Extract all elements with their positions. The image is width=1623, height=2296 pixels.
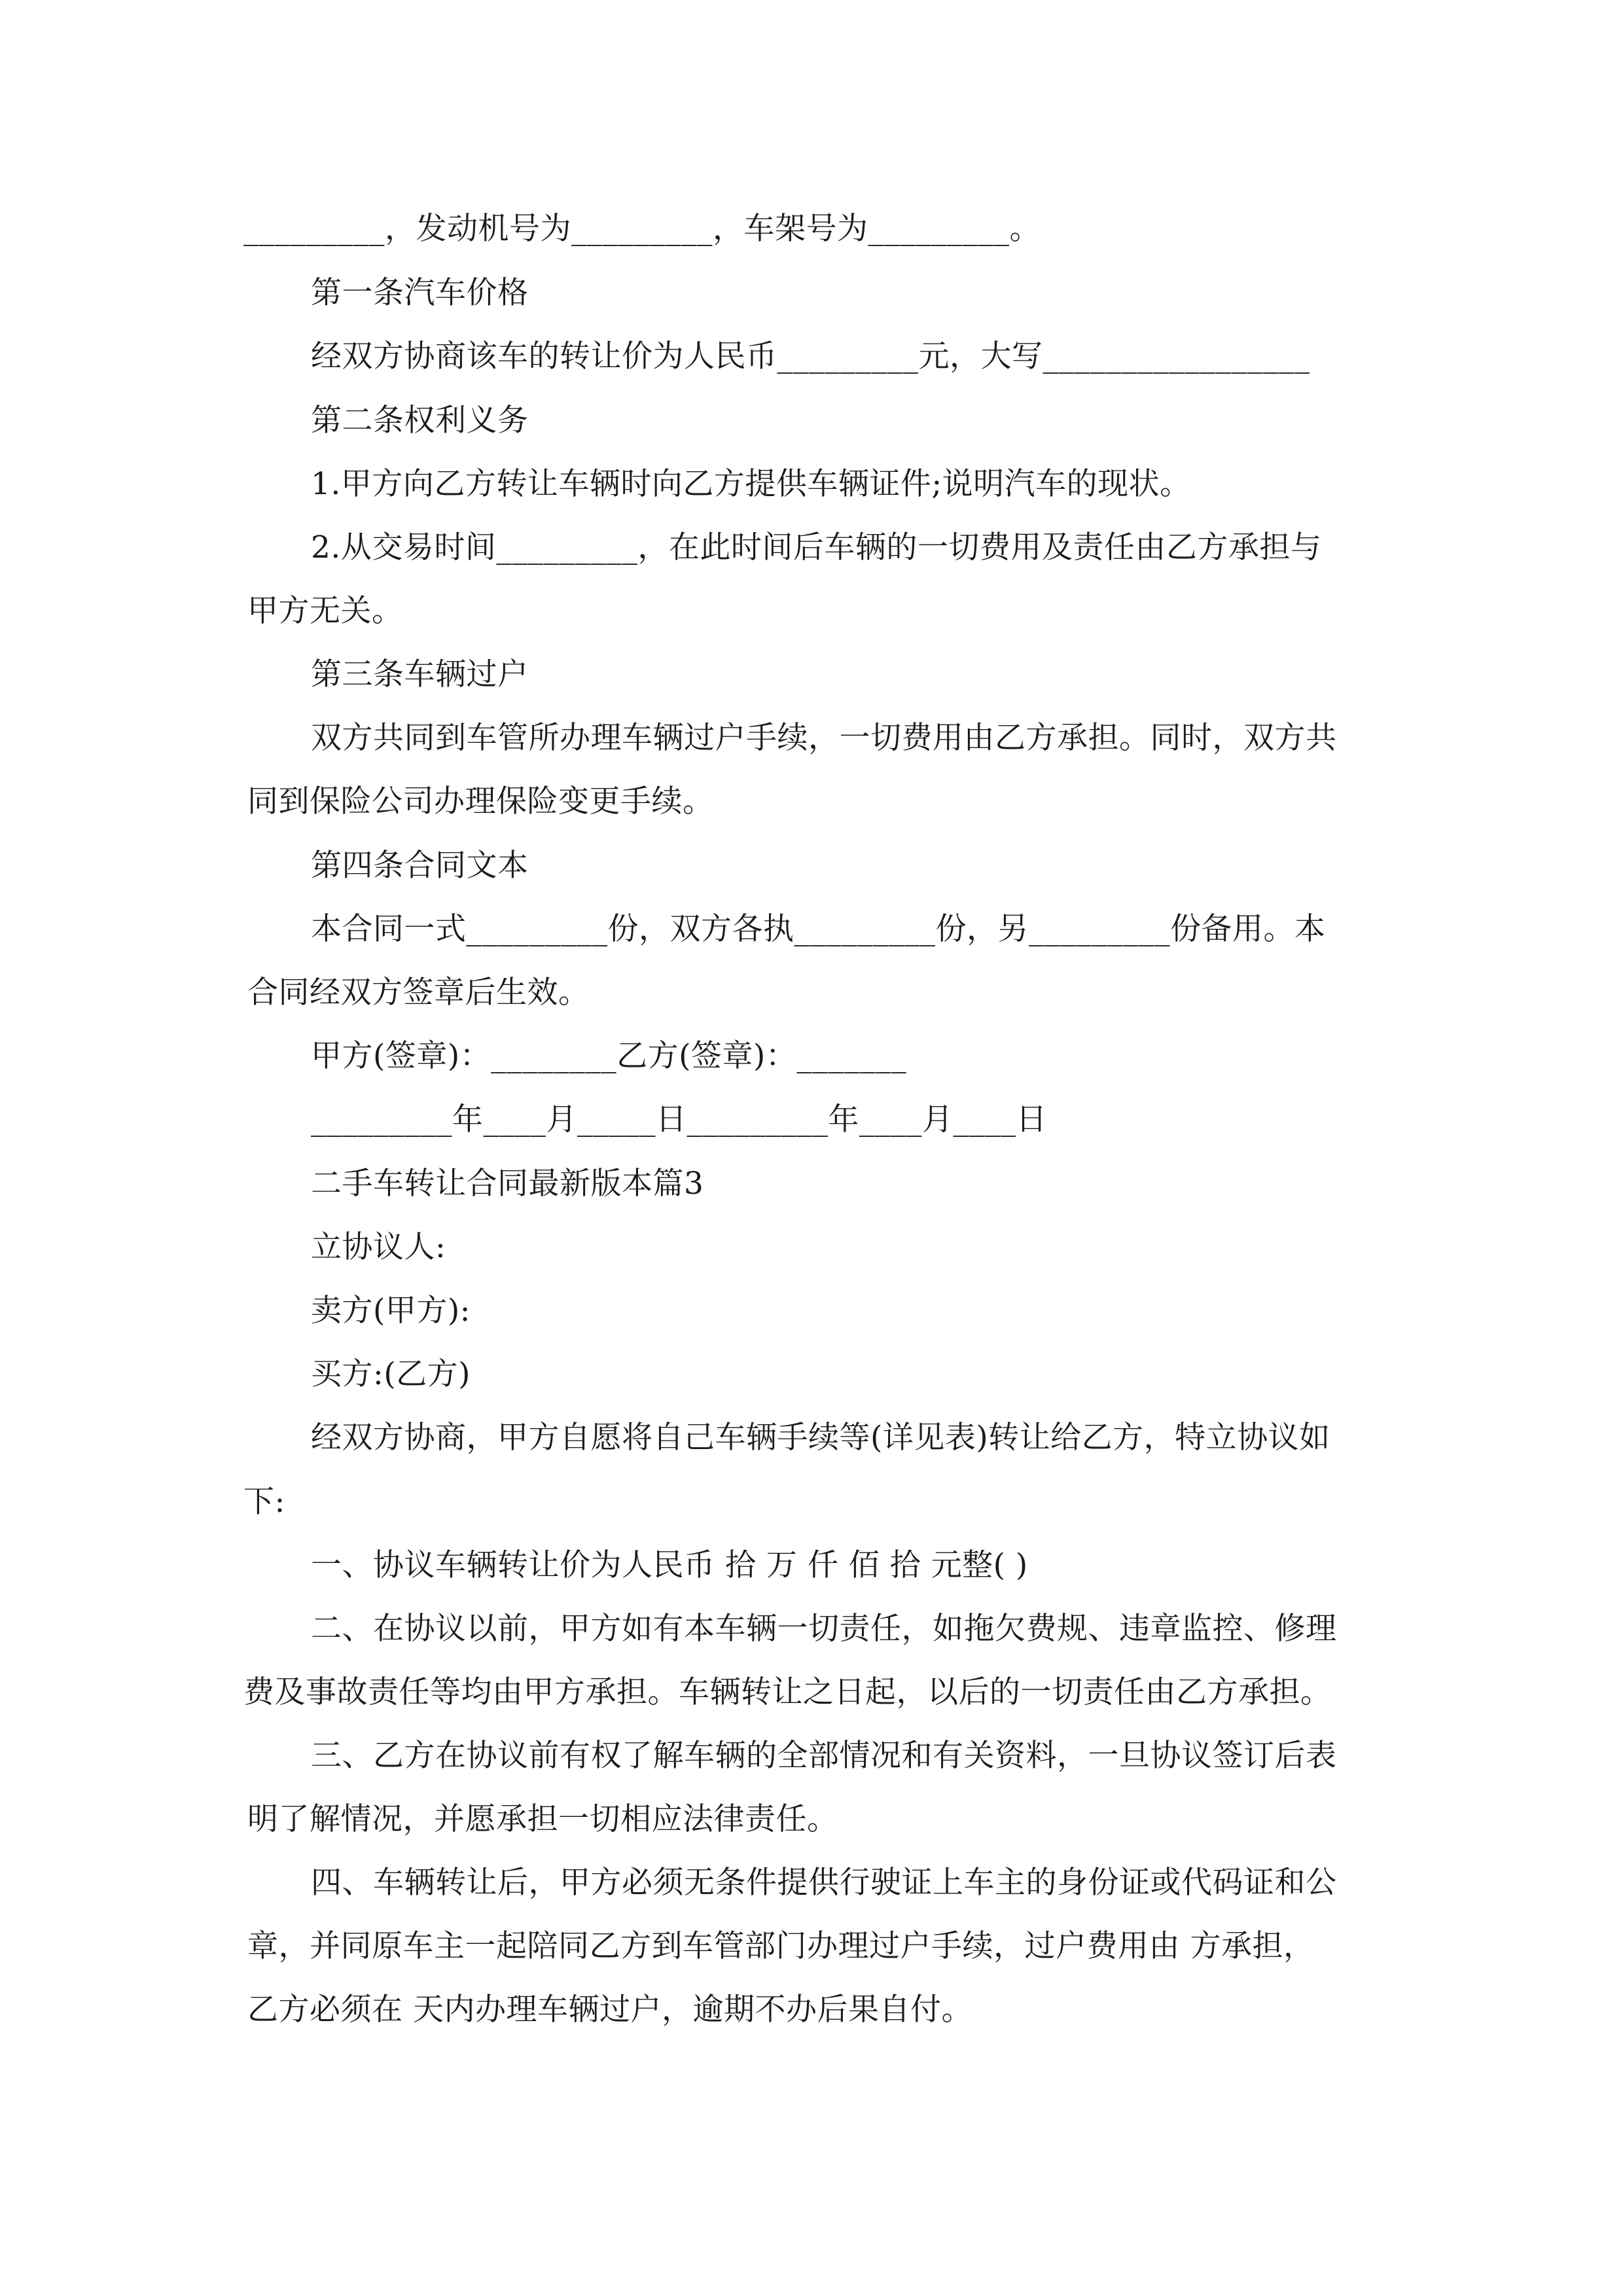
date-line: _________年____月_____日_________年____月____日 [311, 1102, 1047, 1138]
text-line-18: 卖方(甲方): [311, 1293, 471, 1329]
article-3-heading: 第三条车辆过户 [311, 656, 529, 692]
text-line-17: 立协议人: [311, 1229, 446, 1265]
text-line-23: 二、在协议以前，甲方如有本车辆一切责任，如拖欠费规、违章监控、修理 [311, 1611, 1337, 1647]
text-line-26: 明了解情况，并愿承担一切相应法律责任。 [247, 1801, 838, 1837]
article-1-heading: 第一条汽车价格 [311, 275, 529, 311]
text-line-12: 本合同一式_________份，双方各执_________份，另_________份备用。本 [311, 911, 1326, 947]
section-3-title: 二手车转让合同最新版本篇3 [311, 1166, 704, 1202]
text-line-29: 乙方必须在 天内办理车辆过户，逾期不办后果自付。 [247, 1992, 972, 2028]
text-line-3: 经双方协商该车的转让价为人民币_________元，大写_________________ [311, 338, 1310, 374]
text-line-9: 双方共同到车管所办理车辆过户手续，一切费用由乙方承担。同时，双方共 [311, 720, 1337, 756]
text-line-13: 合同经双方签章后生效。 [247, 975, 590, 1011]
text-line-10: 同到保险公司办理保险变更手续。 [247, 783, 714, 819]
text-line-27: 四、车辆转让后，甲方必须无条件提供行驶证上车主的身份证或代码证和公 [311, 1865, 1337, 1901]
text-line-22: 一、协议车辆转让价为人民币 拾 万 仟 佰 拾 元整( ) [311, 1547, 1028, 1583]
signature-line: 甲方(签章)：________乙方(签章)：_______ [311, 1038, 907, 1074]
article-4-heading: 第四条合同文本 [311, 848, 529, 884]
text-line-24: 费及事故责任等均由甲方承担。车辆转让之日起，以后的一切责任由乙方承担。 [243, 1674, 1332, 1710]
text-line-7: 甲方无关。 [247, 593, 403, 629]
text-line-6: 2.从交易时间_________，在此时间后车辆的一切费用及责任由乙方承担与 [311, 529, 1322, 565]
text-line-5: 1.甲方向乙方转让车辆时向乙方提供车辆证件;说明汽车的现状。 [311, 466, 1191, 502]
text-line-1: _________，发动机号为_________，车架号为_________。 [243, 211, 1041, 247]
article-2-heading: 第二条权利义务 [311, 403, 529, 439]
text-line-21: 下: [243, 1484, 285, 1520]
text-line-19: 买方:(乙方) [311, 1356, 471, 1392]
text-line-28: 章，并同原车主一起陪同乙方到车管部门办理过户手续，过户费用由 方承担， [247, 1928, 1315, 1964]
text-line-25: 三、乙方在协议前有权了解车辆的全部情况和有关资料，一旦协议签订后表 [311, 1738, 1337, 1774]
text-line-20: 经双方协商，甲方自愿将自己车辆手续等(详见表)转让给乙方，特立协议如 [311, 1420, 1330, 1456]
